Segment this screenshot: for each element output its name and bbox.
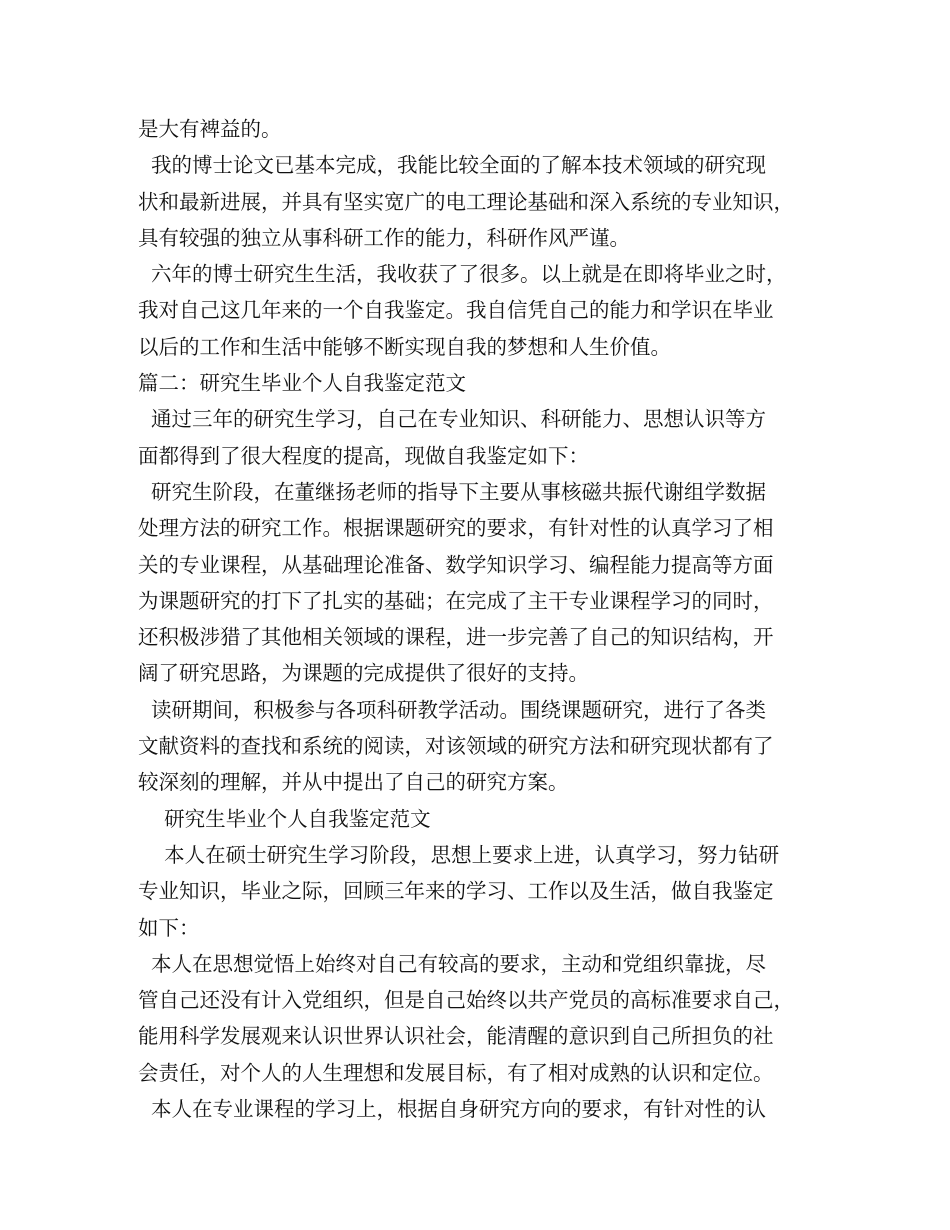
text-line: 文献资料的查找和系统的阅读，对该领域的研究方法和研究现状都有了 [138, 734, 774, 759]
text-line: 关的专业课程，从基础理论准备、数学知识学习、编程能力提高等方面 [138, 552, 774, 577]
text-line: 阔了研究思路，为课题的完成提供了很好的支持。 [138, 661, 589, 686]
section-heading: 篇二：研究生毕业个人自我鉴定范文 [138, 371, 466, 396]
text-line: 管自己还没有计入党组织，但是自己始终以共产党员的高标准要求自己， [138, 988, 794, 1013]
text-line: 我对自己这几年来的一个自我鉴定。我自信凭自己的能力和学识在毕业 [138, 298, 774, 323]
text-line: 状和最新进展，并具有坚实宽广的电工理论基础和深入系统的专业知识， [138, 189, 794, 214]
text-line: 本人在专业课程的学习上，根据自身研究方向的要求，有针对性的认 [138, 1097, 767, 1122]
text-line: 为课题研究的打下了扎实的基础；在完成了主干专业课程学习的同时， [138, 588, 774, 613]
text-line: 面都得到了很大程度的提高，现做自我鉴定如下： [138, 443, 589, 468]
text-line: 能用科学发展观来认识世界认识社会，能清醒的意识到自己所担负的社 [138, 1024, 774, 1049]
text-line: 具有较强的独立从事科研工作的能力，科研作风严谨。 [138, 225, 630, 250]
text-line: 会责任，对个人的人生理想和发展目标，有了相对成熟的认识和定位。 [138, 1060, 774, 1085]
text-line: 还积极涉猎了其他相关领域的课程，进一步完善了自己的知识结构，开 [138, 625, 774, 650]
text-line: 读研期间，积极参与各项科研教学活动。围绕课题研究，进行了各类 [138, 697, 767, 722]
text-line: 本人在硕士研究生学习阶段，思想上要求上进，认真学习，努力钻研 [138, 842, 780, 867]
section-heading: 研究生毕业个人自我鉴定范文 [138, 806, 431, 831]
text-line: 如下： [138, 915, 200, 940]
text-line: 是大有裨益的。 [138, 117, 282, 141]
text-line: 专业知识，毕业之际，回顾三年来的学习、工作以及生活，做自我鉴定 [138, 879, 774, 904]
text-line: 我的博士论文已基本完成，我能比较全面的了解本技术领域的研究现 [138, 153, 767, 178]
text-line: 通过三年的研究生学习，自己在专业知识、科研能力、思想认识等方 [138, 407, 767, 432]
text-line: 较深刻的理解，并从中提出了自己的研究方案。 [138, 770, 569, 795]
text-line: 研究生阶段，在董继扬老师的指导下主要从事核磁共振代谢组学数据 [138, 479, 767, 504]
document-body [138, 111, 818, 1127]
text-line: 处理方法的研究工作。根据课题研究的要求，有针对性的认真学习了相 [138, 516, 774, 541]
text-line: 以后的工作和生活中能够不断实现自我的梦想和人生价值。 [138, 334, 671, 359]
text-line: 本人在思想觉悟上始终对自己有较高的要求，主动和党组织靠拢，尽 [138, 951, 767, 976]
text-line: 六年的博士研究生生活，我收获了了很多。以上就是在即将毕业之时， [138, 262, 787, 287]
